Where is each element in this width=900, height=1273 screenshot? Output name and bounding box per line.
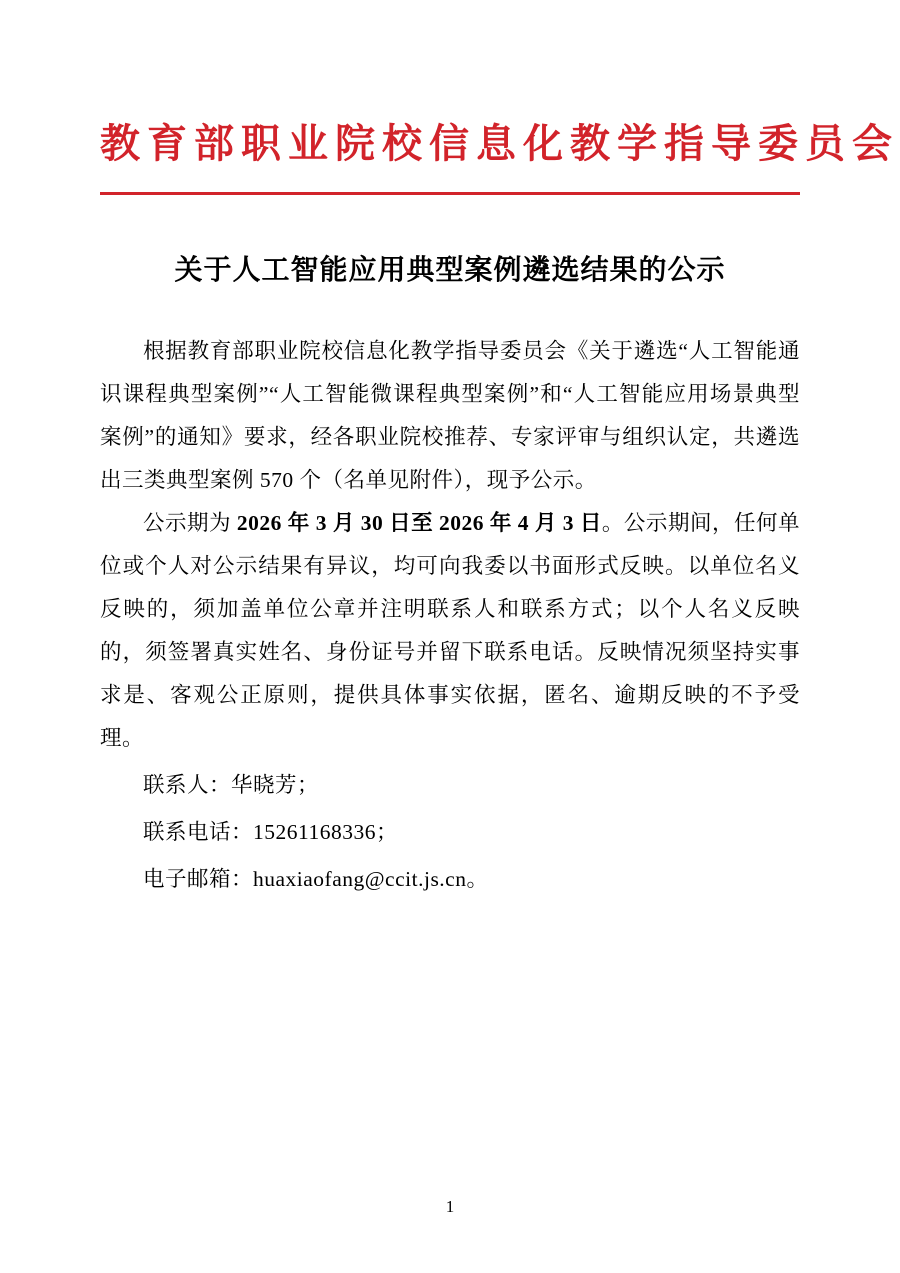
contact-phone: 联系电话：15261168336； <box>143 820 398 845</box>
page-title: 关于人工智能应用典型案例遴选结果的公示 <box>174 255 726 286</box>
letterhead <box>100 0 899 195</box>
document-body <box>100 330 800 901</box>
letterhead-organization: 教育部职业院校信息化教学指导委员会 <box>100 121 899 166</box>
contact-email: 电子邮箱：huaxiaofang@ccit.js.cn。 <box>143 867 489 892</box>
notice-period: 2026 年 3 月 30 日至 2026 年 4 月 3 日 <box>236 511 602 536</box>
letterhead-divider <box>100 192 800 195</box>
paragraph-basis: 根据教育部职业院校信息化教学指导委员会《关于遴选“人工智能通识课程典型案例”“人工智能微课程典型案例”和“人工智能应用场景典型案例”的通知》要求，经各职业院校推荐、专家评审与组织认定，共遴选出三类典型案例 570 个（名单见附件），现予公示。 <box>100 339 800 493</box>
contact-person: 联系人：华晓芳； <box>143 773 320 798</box>
case-count: 570 <box>259 468 294 493</box>
paragraph-notice-period: 公示期为 2026 年 3 月 30 日至 2026 年 4 月 3 日。公示期间，任何单位或个人对公示结果有异议，均可向我委以书面形式反映。以单位名义反映的，须加盖单位公章并注明联系人和联系方式；以个人名义反映的，须签署真实姓名、身份证号并留下联系电话。反映情况须坚持实事求是、客观公正原则，提供具体事实依据，匿名、逾期反映的不予受理。 <box>100 511 800 751</box>
page-number: 1 <box>445 1197 455 1216</box>
